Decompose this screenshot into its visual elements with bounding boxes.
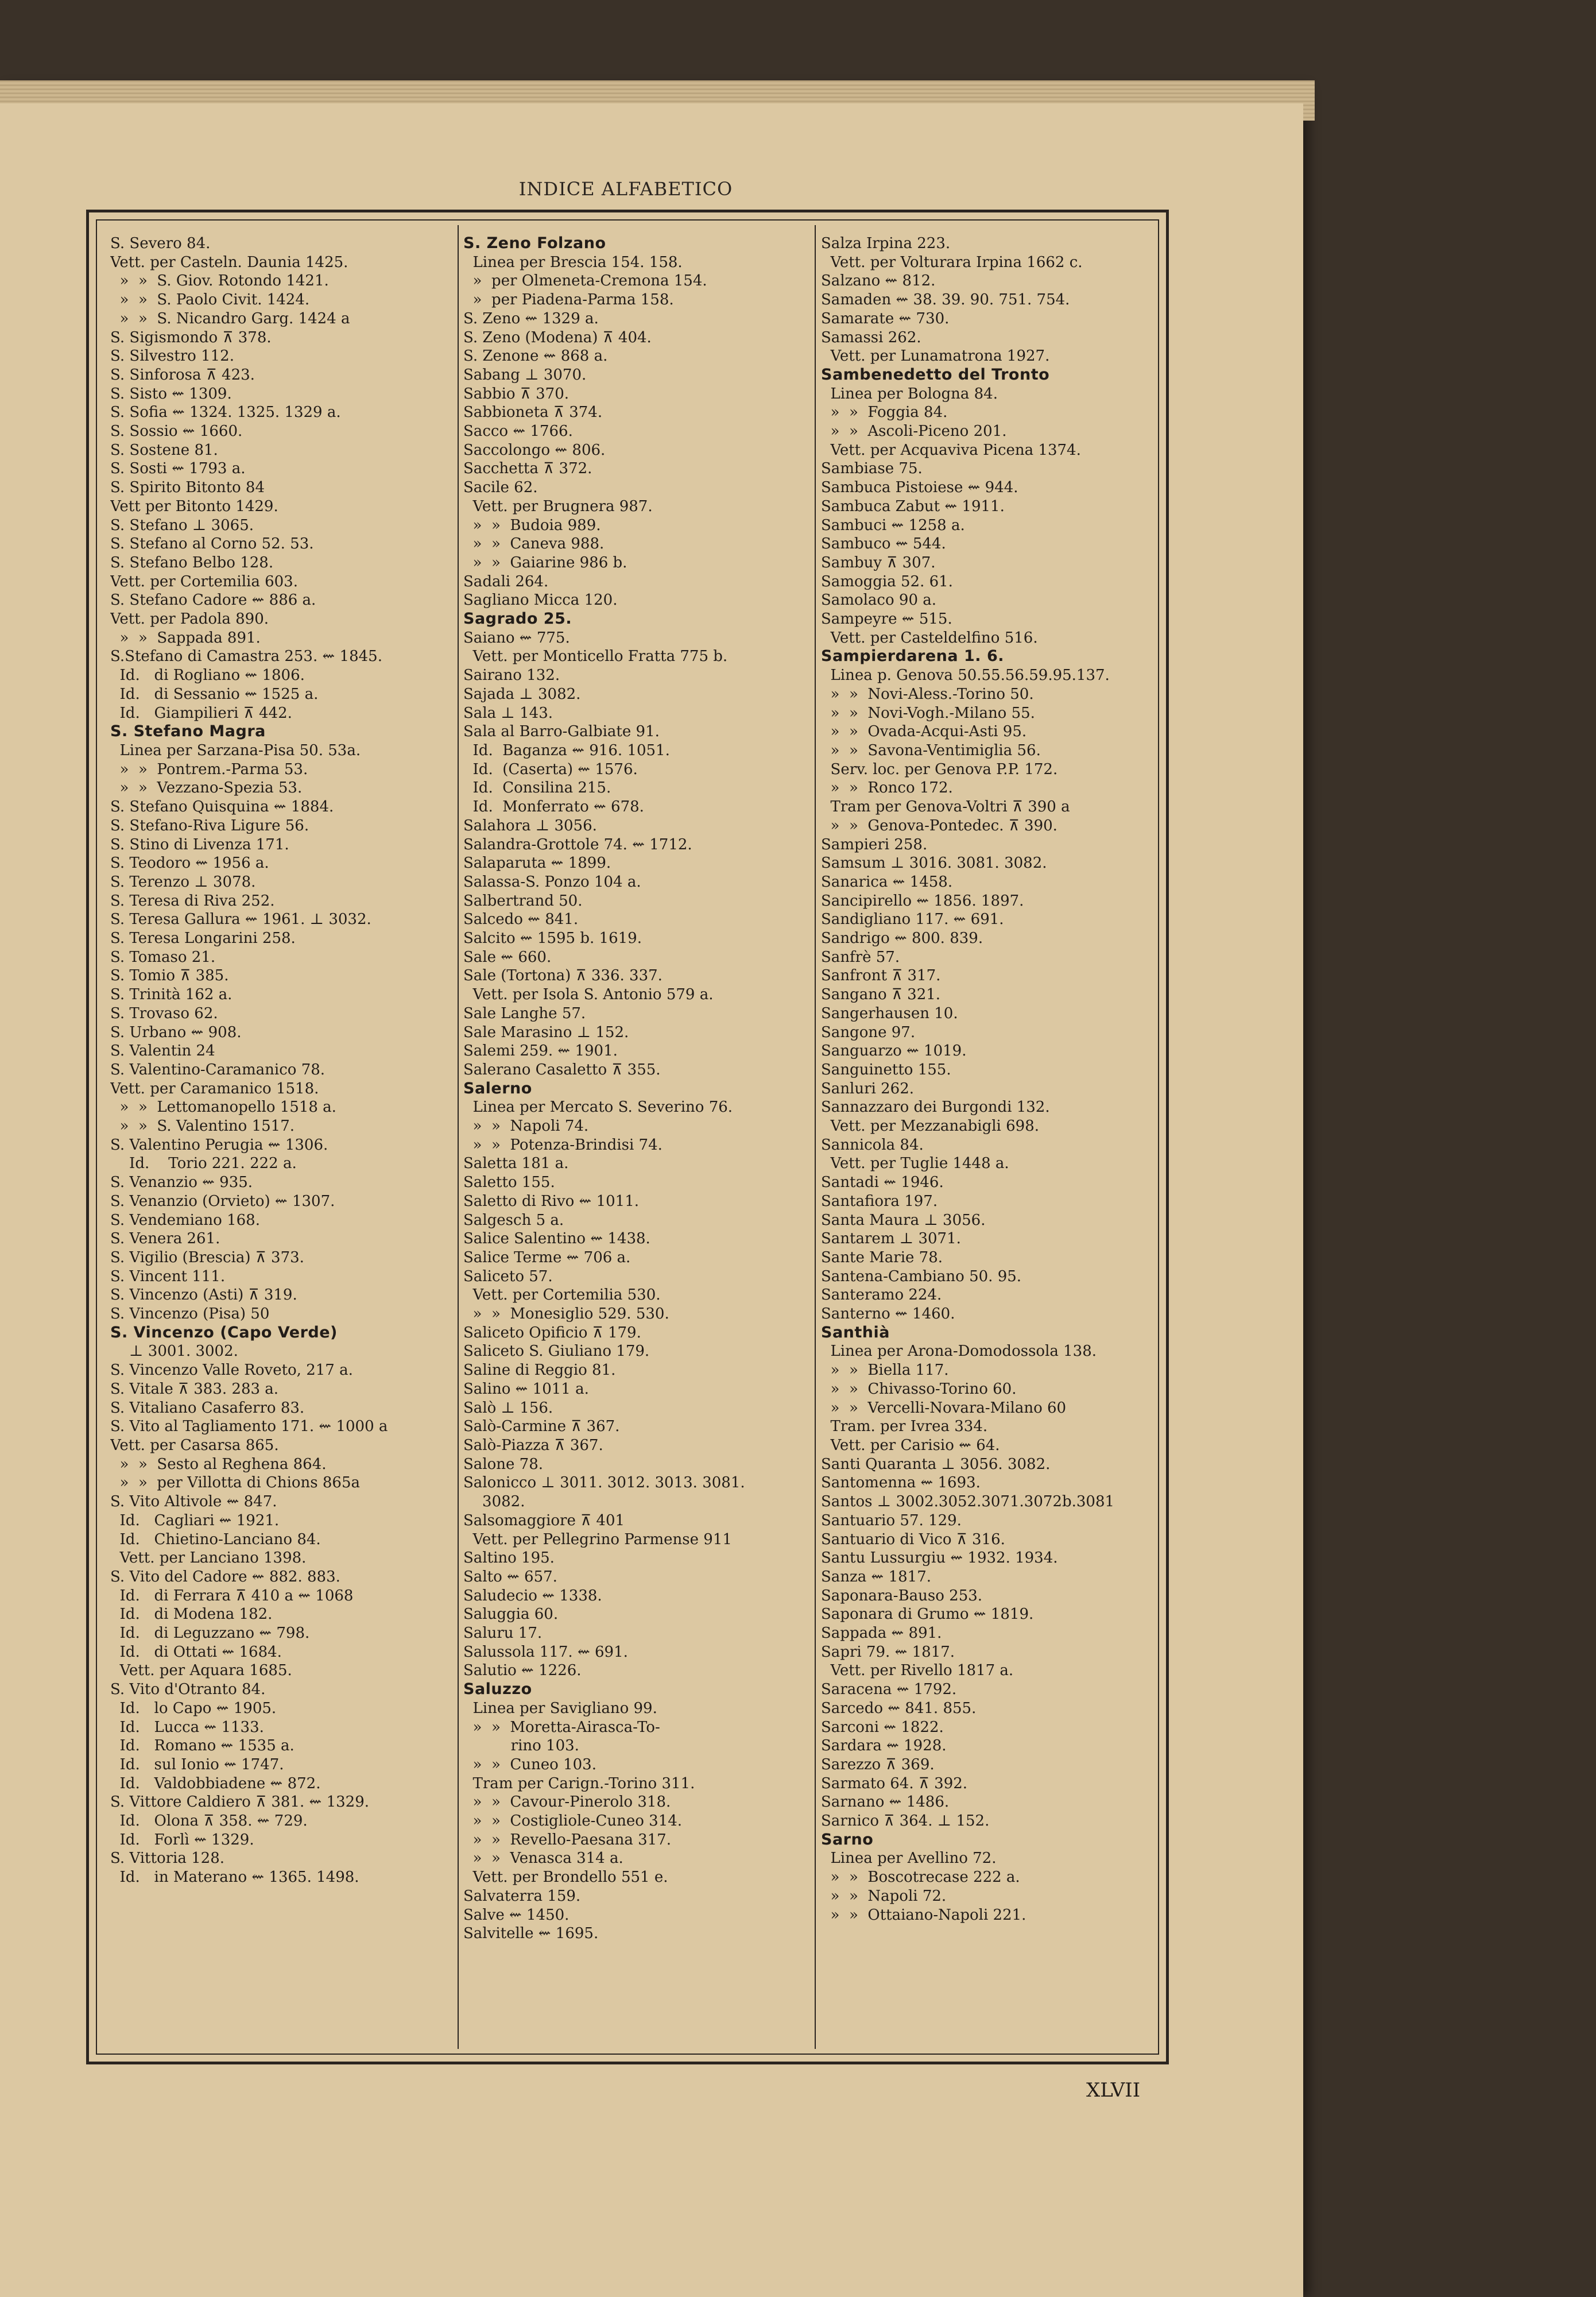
index-entry: Id. Baganza ⇜ 916. 1051. <box>463 741 670 759</box>
index-entry: Id. Olona ⊼ 358. ⇜ 729. <box>110 1812 308 1830</box>
index-entry: Sala al Barro-Galbiate 91. <box>463 723 660 741</box>
index-entry: Salassa-S. Ponzo 104 a. <box>463 873 641 891</box>
index-entry: » » Budoia 989. <box>463 516 601 534</box>
index-entry: » » Caneva 988. <box>463 535 605 553</box>
index-entry: Sangerhausen 10. <box>821 1004 958 1022</box>
index-entry: Saluggia 60. <box>463 1606 559 1623</box>
index-entry: S. Vincenzo (Asti) ⊼ 319. <box>110 1286 297 1304</box>
index-entry: Sadali 264. <box>463 573 549 590</box>
index-entry: Salsomaggiore ⊼ 401 <box>463 1511 625 1529</box>
index-entry: Santena-Cambiano 50. 95. <box>821 1267 1022 1285</box>
index-entry: Salutio ⇜ 1226. <box>463 1662 582 1680</box>
index-entry: Vett. per Casteln. Daunia 1425. <box>110 253 348 271</box>
index-entry: » » Ascoli-Piceno 201. <box>821 423 1007 440</box>
index-entry: Salerano Casaletto ⊼ 355. <box>463 1061 661 1078</box>
index-entry: Santuario 57. 129. <box>821 1511 962 1529</box>
index-entry: Id. lo Capo ⇜ 1905. <box>110 1699 277 1717</box>
index-entry: Sarmato 64. ⊼ 392. <box>821 1774 968 1792</box>
index-entry: S. Vincenzo (Pisa) 50 <box>110 1305 270 1323</box>
index-entry: S. Sofia ⇜ 1324. 1325. 1329 a. <box>110 404 341 421</box>
index-entry: Id. (Caserta) ⇜ 1576. <box>463 760 638 778</box>
index-entry: » » Napoli 74. <box>463 1117 589 1135</box>
column-divider <box>815 225 816 2049</box>
index-entry: Sajada ⊥ 3082. <box>463 685 581 703</box>
index-entry: Id. di Rogliano ⇜ 1806. <box>110 667 305 685</box>
index-entry: Salbertrand 50. <box>463 892 583 910</box>
index-entry: Vett. per Rivello 1817 a. <box>821 1662 1014 1680</box>
index-entry: Sairano 132. <box>463 667 560 685</box>
index-entry: Salò-Piazza ⊼ 367. <box>463 1437 603 1454</box>
index-entry: Santomenna ⇜ 1693. <box>821 1474 981 1492</box>
index-entry: S. Vendemiano 168. <box>110 1211 260 1229</box>
index-entry: Vett. per Lanciano 1398. <box>110 1549 307 1567</box>
index-entry: Linea p. Genova 50.55.56.59.95.137. <box>821 667 1110 685</box>
index-entry: S. Teresa di Riva 252. <box>110 892 275 910</box>
index-entry: Sala ⊥ 143. <box>463 704 553 722</box>
index-entry: Salzano ⇜ 812. <box>821 272 936 290</box>
index-entry: » per Olmeneta-Cremona 154. <box>463 272 707 290</box>
index-entry: » » Ovada-Acqui-Asti 95. <box>821 723 1027 741</box>
index-entry: Tram. per Ivrea 334. <box>821 1418 988 1436</box>
index-entry: Sale Marasino ⊥ 152. <box>463 1023 629 1041</box>
index-entry: Santos ⊥ 3002.3052.3071.3072b.3081 <box>821 1493 1115 1511</box>
index-entry: Salino ⇜ 1011 a. <box>463 1380 589 1398</box>
index-entry: » » Costigliole-Cuneo 314. <box>463 1812 683 1830</box>
index-entry: Id. Valdobbiadene ⇜ 872. <box>110 1774 321 1792</box>
index-entry: S. Valentino-Caramanico 78. <box>110 1061 326 1078</box>
index-entry: Salcito ⇜ 1595 b. 1619. <box>463 930 642 948</box>
index-entry: » » Ottaiano-Napoli 221. <box>821 1906 1026 1924</box>
index-entry: S. Tomio ⊼ 385. <box>110 967 229 985</box>
index-entry: Sanluri 262. <box>821 1080 915 1097</box>
index-entry: Vett. per Volturara Irpina 1662 c. <box>821 253 1083 271</box>
index-entry: S. Venanzio ⇜ 935. <box>110 1174 253 1192</box>
index-entry: Salussola 117. ⇜ 691. <box>463 1643 628 1661</box>
index-entry: S. Vitale ⊼ 383. 283 a. <box>110 1380 279 1398</box>
index-entry: S. Terenzo ⊥ 3078. <box>110 873 256 891</box>
index-entry: » » Moretta-Airasca-To- <box>463 1718 660 1736</box>
index-entry: Sale (Tortona) ⊼ 336. 337. <box>463 967 663 985</box>
index-entry: S. Sostene 81. <box>110 441 218 459</box>
index-heading: Sarno <box>821 1830 874 1849</box>
index-entry: Saponara di Grumo ⇜ 1819. <box>821 1606 1034 1623</box>
index-entry: S. Valentin 24 <box>110 1042 215 1060</box>
index-entry: » » Vercelli-Novara-Milano 60 <box>821 1399 1067 1417</box>
index-entry: S. Vito d'Otranto 84. <box>110 1681 266 1699</box>
index-heading: Santhià <box>821 1323 890 1341</box>
index-entry: Sagliano Micca 120. <box>463 591 618 609</box>
index-entry: » » S. Valentino 1517. <box>110 1117 295 1135</box>
index-entry: Salice Terme ⇜ 706 a. <box>463 1248 631 1266</box>
index-entry: » » Revello-Paesana 317. <box>463 1831 671 1849</box>
index-entry: Vett. per Isola S. Antonio 579 a. <box>463 986 714 1004</box>
index-entry: Saracena ⇜ 1792. <box>821 1681 957 1699</box>
index-entry: S. Venanzio (Orvieto) ⇜ 1307. <box>110 1192 335 1210</box>
column-divider <box>458 225 459 2049</box>
index-heading: S. Stefano Magra <box>110 722 266 741</box>
index-entry: Sacco ⇜ 1766. <box>463 423 573 440</box>
index-entry: Santerno ⇜ 1460. <box>821 1305 955 1323</box>
index-heading: Sagrado 25. <box>463 610 572 628</box>
index-entry: Vett. per Acquaviva Picena 1374. <box>821 441 1081 459</box>
index-entry: » » Cavour-Pinerolo 318. <box>463 1793 671 1811</box>
index-entry: S. Teodoro ⇜ 1956 a. <box>110 854 269 872</box>
index-entry: Santarem ⊥ 3071. <box>821 1230 961 1248</box>
index-entry: Samassi 262. <box>821 328 921 346</box>
index-entry: Vett. per Carisio ⇜ 64. <box>821 1437 1000 1454</box>
index-heading: Sampierdarena 1. 6. <box>821 647 1005 666</box>
index-entry: Vett. per Casteldelfino 516. <box>821 629 1038 647</box>
index-entry: Id. Giampilieri ⊼ 442. <box>110 704 292 722</box>
index-entry: S. Vito al Tagliamento 171. ⇜ 1000 a <box>110 1418 388 1436</box>
index-entry: Salgesch 5 a. <box>463 1211 564 1229</box>
index-entry: Vett. per Aquara 1685. <box>110 1662 292 1680</box>
index-entry: » » Cuneo 103. <box>463 1755 596 1773</box>
index-entry: » » Boscotrecase 222 a. <box>821 1869 1020 1886</box>
index-entry: S. Tomaso 21. <box>110 948 216 966</box>
index-entry: Sambuy ⊼ 307. <box>821 554 936 571</box>
index-entry: S. Vito Altivole ⇜ 847. <box>110 1493 277 1511</box>
index-entry: Salve ⇜ 1450. <box>463 1906 570 1924</box>
index-entry: » » Novi-Vogh.-Milano 55. <box>821 704 1035 722</box>
index-entry: S. Teresa Longarini 258. <box>110 930 296 948</box>
index-entry: S. Stino di Livenza 171. <box>110 836 289 853</box>
index-entry: Salandra-Grottole 74. ⇜ 1712. <box>463 836 692 853</box>
index-entry: Santeramo 224. <box>821 1286 942 1304</box>
index-entry: Salvitelle ⇜ 1695. <box>463 1925 599 1943</box>
index-entry: Saletto 155. <box>463 1174 555 1192</box>
index-entry: Sambiase 75. <box>821 460 923 478</box>
index-entry: Id. Lucca ⇜ 1133. <box>110 1718 264 1736</box>
index-entry: Sancipirello ⇜ 1856. 1897. <box>821 892 1024 910</box>
index-heading: Salerno <box>463 1079 532 1097</box>
index-entry: » » Vezzano-Spezia 53. <box>110 779 303 797</box>
index-entry: » » Pontrem.-Parma 53. <box>110 760 308 778</box>
index-entry: » » Ronco 172. <box>821 779 953 797</box>
index-entry: Sannicola 84. <box>821 1136 924 1154</box>
index-entry: Sandrigo ⇜ 800. 839. <box>821 930 983 948</box>
index-entry: S. Stefano al Corno 52. 53. <box>110 535 314 553</box>
index-entry: Vett. per Cortemilia 530. <box>463 1286 661 1304</box>
index-entry: Sacile 62. <box>463 479 538 497</box>
index-entry: Linea per Sarzana-Pisa 50. 53a. <box>110 741 361 759</box>
index-entry: Salaparuta ⇜ 1899. <box>463 854 611 872</box>
index-entry: Sacchetta ⊼ 372. <box>463 460 592 478</box>
index-entry: S. Stefano ⊥ 3065. <box>110 516 254 534</box>
index-entry: Vett. per Brondello 551 e. <box>463 1869 668 1886</box>
index-entry: Vett. per Tuglie 1448 a. <box>821 1155 1009 1173</box>
index-entry: Sanza ⇜ 1817. <box>821 1568 932 1586</box>
index-entry: Santafiora 197. <box>821 1192 938 1210</box>
index-entry: Id. Chietino-Lanciano 84. <box>110 1530 321 1548</box>
index-entry: Sangone 97. <box>821 1023 916 1041</box>
index-entry: Salone 78. <box>463 1455 544 1473</box>
index-entry: » » Potenza-Brindisi 74. <box>463 1136 663 1154</box>
index-entry: Vett. per Mezzanabigli 698. <box>821 1117 1039 1135</box>
index-entry: » » S. Giov. Rotondo 1421. <box>110 272 329 290</box>
index-entry: Tram per Carign.-Torino 311. <box>463 1774 695 1792</box>
index-entry: Id. di Sessanio ⇜ 1525 a. <box>110 685 319 703</box>
index-entry: Sanfront ⊼ 317. <box>821 967 941 985</box>
index-entry: S. Stefano Quisquina ⇜ 1884. <box>110 798 334 816</box>
index-entry: S. Vincenzo Valle Roveto, 217 a. <box>110 1362 353 1379</box>
index-entry: S. Venera 261. <box>110 1230 220 1248</box>
index-entry: Samsum ⊥ 3016. 3081. 3082. <box>821 854 1047 872</box>
index-entry: Serv. loc. per Genova P.P. 172. <box>821 760 1058 778</box>
index-entry: Salemi 259. ⇜ 1901. <box>463 1042 618 1060</box>
index-entry: Id. sul Ionio ⇜ 1747. <box>110 1755 284 1773</box>
index-entry: Sanguinetto 155. <box>821 1061 951 1078</box>
index-entry: Sabbioneta ⊼ 374. <box>463 404 603 421</box>
index-entry: Sanfrè 57. <box>821 948 900 966</box>
index-entry: Id. Torio 221. 222 a. <box>110 1155 297 1173</box>
index-entry: S. Sossio ⇜ 1660. <box>110 423 243 440</box>
index-entry: S. Vincent 111. <box>110 1267 226 1285</box>
index-entry: Sale Langhe 57. <box>463 1004 586 1022</box>
index-entry: Sarnico ⊼ 364. ⊥ 152. <box>821 1812 990 1830</box>
index-entry: Vett. per Padola 890. <box>110 610 269 628</box>
index-entry: S. Silvestro 112. <box>110 347 234 365</box>
index-entry: Salice Salentino ⇜ 1438. <box>463 1230 650 1248</box>
index-entry: S. Zenone ⇜ 868 a. <box>463 347 608 365</box>
index-entry: S. Spirito Bitonto 84 <box>110 479 265 497</box>
index-entry: Sabang ⊥ 3070. <box>463 366 587 384</box>
index-entry: Samolaco 90 a. <box>821 591 937 609</box>
index-column-3 <box>821 234 1148 2049</box>
index-entry: Salvaterra 159. <box>463 1887 581 1905</box>
index-column-2 <box>463 234 791 2049</box>
index-entry: Santadi ⇜ 1946. <box>821 1174 944 1192</box>
index-entry: S. Teresa Gallura ⇜ 1961. ⊥ 3032. <box>110 911 371 929</box>
index-entry: S. Sosti ⇜ 1793 a. <box>110 460 246 478</box>
index-entry: Saltino 195. <box>463 1549 555 1567</box>
index-entry: Id. di Modena 182. <box>110 1606 273 1623</box>
index-entry: S. Urbano ⇜ 908. <box>110 1023 242 1041</box>
index-entry: Id. di Leguzzano ⇜ 798. <box>110 1625 310 1642</box>
index-entry: » » Savona-Ventimiglia 56. <box>821 741 1041 759</box>
index-entry: S. Sisto ⇜ 1309. <box>110 385 232 403</box>
index-entry: » » Foggia 84. <box>821 404 948 421</box>
index-entry: Vett. per Cortemilia 603. <box>110 573 298 590</box>
index-entry: Saliceto S. Giuliano 179. <box>463 1343 650 1360</box>
index-entry: Samaden ⇜ 38. 39. 90. 751. 754. <box>821 291 1070 309</box>
index-entry: S. Sinforosa ⊼ 423. <box>110 366 255 384</box>
index-entry: » per Piadena-Parma 158. <box>463 291 674 309</box>
index-entry: Santu Lussurgiu ⇜ 1932. 1934. <box>821 1549 1058 1567</box>
index-entry: Saccolongo ⇜ 806. <box>463 441 606 459</box>
index-entry: Sardara ⇜ 1928. <box>821 1737 947 1755</box>
index-entry: Sarezzo ⊼ 369. <box>821 1755 935 1773</box>
index-entry: » » Biella 117. <box>821 1362 949 1379</box>
index-entry: Id. di Ferrara ⊼ 410 a ⇜ 1068 <box>110 1587 354 1604</box>
index-entry: S. Vittoria 128. <box>110 1850 224 1867</box>
index-entry: Sambuca Zabut ⇜ 1911. <box>821 497 1005 515</box>
index-entry: Sambuco ⇜ 544. <box>821 535 946 553</box>
index-entry: Linea per Arona-Domodossola 138. <box>821 1343 1097 1360</box>
index-entry: Linea per Mercato S. Severino 76. <box>463 1099 733 1116</box>
running-header: INDICE ALFABETICO <box>518 178 733 200</box>
index-entry: Santi Quaranta ⊥ 3056. 3082. <box>821 1455 1051 1473</box>
index-entry: Saliceto Opificio ⊼ 179. <box>463 1324 641 1341</box>
index-entry: Linea per Avellino 72. <box>821 1850 997 1867</box>
index-entry: Sanarica ⇜ 1458. <box>821 873 953 891</box>
index-entry: Salahora ⊥ 3056. <box>463 817 597 834</box>
index-entry: Id. Consilina 215. <box>463 779 611 797</box>
index-entry: Sannazzaro dei Burgondi 132. <box>821 1099 1050 1116</box>
index-entry: Salonicco ⊥ 3011. 3012. 3013. 3081. <box>463 1474 745 1492</box>
index-entry: Saiano ⇜ 775. <box>463 629 570 647</box>
index-entry: » » Napoli 72. <box>821 1887 947 1905</box>
index-entry: Samoggia 52. 61. <box>821 573 953 590</box>
index-heading: S. Vincenzo (Capo Verde) <box>110 1323 338 1341</box>
index-entry: Sappada ⇜ 891. <box>821 1625 942 1642</box>
index-entry: Sarnano ⇜ 1486. <box>821 1793 950 1811</box>
index-entry: Linea per Bologna 84. <box>821 385 998 403</box>
index-entry: S. Vito del Cadore ⇜ 882. 883. <box>110 1568 340 1586</box>
index-entry: Salò-Carmine ⊼ 367. <box>463 1418 620 1436</box>
index-entry: S. Sigismondo ⊼ 378. <box>110 328 272 346</box>
index-entry: » » Genova-Pontedec. ⊼ 390. <box>821 817 1057 834</box>
index-entry: Id. Romano ⇜ 1535 a. <box>110 1737 295 1755</box>
index-entry: S. Zeno (Modena) ⊼ 404. <box>463 328 652 346</box>
index-entry: Sambuci ⇜ 1258 a. <box>821 516 965 534</box>
index-entry: S. Stefano Belbo 128. <box>110 554 274 571</box>
index-entry: Sabbio ⊼ 370. <box>463 385 570 403</box>
index-entry: Vett. per Caramanico 1518. <box>110 1080 319 1097</box>
index-entry: Sarcedo ⇜ 841. 855. <box>821 1699 977 1717</box>
index-entry: rino 103. <box>463 1737 579 1755</box>
index-entry: Saliceto 57. <box>463 1267 553 1285</box>
index-entry: Vett. per Pellegrino Parmense 911 <box>463 1530 732 1548</box>
index-heading: Sambenedetto del Tronto <box>821 365 1050 384</box>
index-entry: Salza Irpina 223. <box>821 235 951 252</box>
index-entry: Saletto di Rivo ⇜ 1011. <box>463 1192 640 1210</box>
index-entry: » » Gaiarine 986 b. <box>463 554 627 571</box>
index-entry: Saletta 181 a. <box>463 1155 569 1173</box>
index-entry: Saludecio ⇜ 1338. <box>463 1587 602 1604</box>
index-entry: S. Trinità 162 a. <box>110 986 233 1004</box>
index-entry: » » Novi-Aless.-Torino 50. <box>821 685 1034 703</box>
index-entry: S. Stefano Cadore ⇜ 886 a. <box>110 591 316 609</box>
index-entry: Id. Monferrato ⇜ 678. <box>463 798 644 816</box>
index-entry: » » Lettomanopello 1518 a. <box>110 1099 336 1116</box>
index-entry: Id. di Ottati ⇜ 1684. <box>110 1643 282 1661</box>
index-entry: Id. in Materano ⇜ 1365. 1498. <box>110 1869 359 1886</box>
index-entry: ⊥ 3001. 3002. <box>110 1343 238 1360</box>
index-heading: Saluzzo <box>463 1680 532 1699</box>
index-entry: S. Stefano-Riva Ligure 56. <box>110 817 309 834</box>
index-entry: Id. Cagliari ⇜ 1921. <box>110 1511 280 1529</box>
index-entry: Vett. per Brugnera 987. <box>463 497 653 515</box>
index-entry: Vett. per Monticello Fratta 775 b. <box>463 648 728 666</box>
index-entry: S. Vigilio (Brescia) ⊼ 373. <box>110 1248 304 1266</box>
index-entry: S.Stefano di Camastra 253. ⇜ 1845. <box>110 648 382 666</box>
index-entry: Saline di Reggio 81. <box>463 1362 616 1379</box>
index-entry: » » S. Paolo Civit. 1424. <box>110 291 310 309</box>
index-heading: S. Zeno Folzano <box>463 234 606 252</box>
index-entry: S. Valentino Perugia ⇜ 1306. <box>110 1136 328 1154</box>
index-entry: Sale ⇜ 660. <box>463 948 552 966</box>
index-column-1 <box>110 234 437 2049</box>
index-entry: S. Zeno ⇜ 1329 a. <box>463 310 599 327</box>
index-entry: Saponara-Bauso 253. <box>821 1587 983 1604</box>
index-entry: Tram per Genova-Voltri ⊼ 390 a <box>821 798 1070 816</box>
index-entry: Id. Forlì ⇜ 1329. <box>110 1831 254 1849</box>
index-entry: » » Venasca 314 a. <box>463 1850 623 1867</box>
index-entry: Sangano ⊼ 321. <box>821 986 941 1004</box>
index-entry: Saluru 17. <box>463 1625 543 1642</box>
index-entry: S. Severo 84. <box>110 235 211 252</box>
index-entry: » » S. Nicandro Garg. 1424 a <box>110 310 350 327</box>
index-entry: Sarconi ⇜ 1822. <box>821 1718 944 1736</box>
index-entry: Sanguarzo ⇜ 1019. <box>821 1042 967 1060</box>
index-entry: S. Vitaliano Casaferro 83. <box>110 1399 305 1417</box>
index-entry: » » Chivasso-Torino 60. <box>821 1380 1017 1398</box>
index-entry: Vett per Bitonto 1429. <box>110 497 278 515</box>
index-entry: Santuario di Vico ⊼ 316. <box>821 1530 1005 1548</box>
index-entry: S. Trovaso 62. <box>110 1004 218 1022</box>
index-entry: Salò ⊥ 156. <box>463 1399 553 1417</box>
index-entry: » » Monesiglio 529. 530. <box>463 1305 669 1323</box>
index-entry: Vett. per Lunamatrona 1927. <box>821 347 1050 365</box>
index-entry: » » per Villotta di Chions 865a <box>110 1474 361 1492</box>
index-entry: Vett. per Casarsa 865. <box>110 1437 279 1454</box>
index-entry: 3082. <box>463 1493 525 1511</box>
index-entry: » » Sappada 891. <box>110 629 261 647</box>
index-entry: Linea per Brescia 154. 158. <box>463 253 683 271</box>
index-entry: Linea per Savigliano 99. <box>463 1699 657 1717</box>
index-entry: Salto ⇜ 657. <box>463 1568 557 1586</box>
index-entry: S. Vittore Caldiero ⊼ 381. ⇜ 1329. <box>110 1793 370 1811</box>
index-entry: Sante Marie 78. <box>821 1248 943 1266</box>
page-number: XLVII <box>1086 2079 1141 2102</box>
index-entry: Salcedo ⇜ 841. <box>463 911 579 929</box>
index-entry: Sampeyre ⇜ 515. <box>821 610 952 628</box>
index-entry: Sambuca Pistoiese ⇜ 944. <box>821 479 1018 497</box>
index-entry: Sampieri 258. <box>821 836 928 853</box>
index-entry: Santa Maura ⊥ 3056. <box>821 1211 986 1229</box>
index-entry: » » Sesto al Reghena 864. <box>110 1455 327 1473</box>
index-entry: Samarate ⇜ 730. <box>821 310 950 327</box>
index-entry: Sandigliano 117. ⇜ 691. <box>821 911 1004 929</box>
index-entry: Sapri 79. ⇜ 1817. <box>821 1643 955 1661</box>
